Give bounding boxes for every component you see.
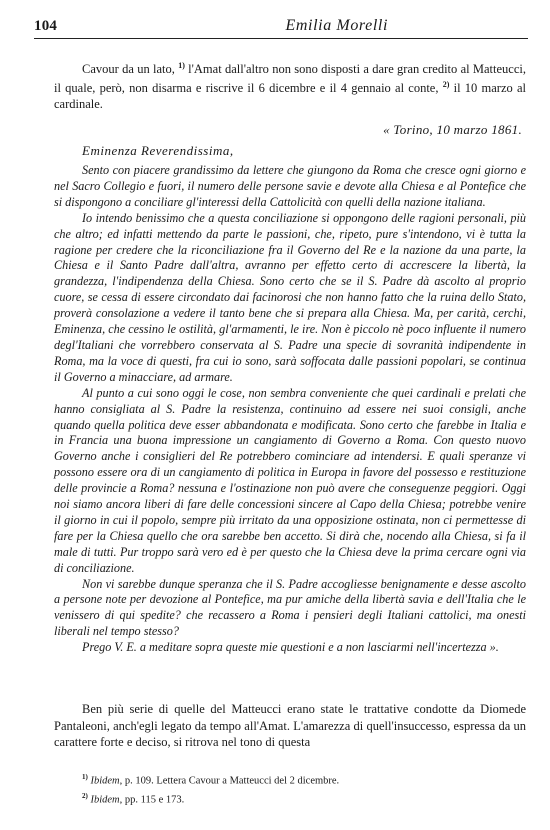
intro-paragraph (54, 58, 526, 112)
closing-paragraph: Ben più serie di quelle del Matteucci erano state le trattative condotte da Diomede Pantaleoni, anch'egli legato da tempo all'Amat. L'amarezza di quell'insuccesso, espressa da un carattere forte e deciso, si ritrova nel tono di questa (54, 702, 526, 749)
letter-paragraph: Prego V. E. a meditare sopra queste mie questioni e a non lasciarmi nell'incertezza ». (82, 640, 499, 655)
letter-dateline: « Torino, 10 marzo 1861. (383, 122, 522, 137)
letter-paragraph: Non vi sarebbe dunque speranza che il S. Padre accogliesse benignamente e desse ascolto a persone note per devozione al Pontefice, ma pur amiche della libertà savia e dell'Italia che le venissero di qui spedite? che recassero a Roma i pensieri degli Italiani cattolici, ma onesti liberali nel tempo stesso? (54, 576, 526, 639)
footnote-number: 1) (82, 773, 88, 781)
footnote (82, 789, 339, 808)
intro-text: l'Amat dall'altro non sono disposti a dare gran credito al Matteucci, il quale, però, non disarma e riscrive il 6 dicembre e il 4 gennaio al conte, (54, 62, 526, 96)
footnote-ref: Ibidem (90, 775, 120, 787)
intro-text: Cavour da un lato, (82, 62, 179, 77)
running-head: Emilia Morelli (285, 17, 388, 34)
intro-text: il 10 marzo al cardinale. (54, 81, 526, 112)
footnotes (82, 770, 339, 807)
footnote-text: , pp. 115 e 173. (119, 794, 185, 805)
footnote-ref: Ibidem (90, 794, 120, 805)
footnote-number: 2) (82, 791, 88, 800)
footnote-marker: 1) (178, 61, 185, 70)
letter-body (54, 163, 526, 656)
letter-paragraph: Io intendo benissimo che a questa conciliazione si oppongono delle ragioni personali, più che altro; ed infatti mettendo da parte le passioni, che, ripeto, pure s'intendono, vi è tutta la ragione per credere che la riconciliazione fra il Governo del Re e la nazione da una parte, la Chiesa e il Santo Padre dall'altra, avranno per effetto certo di accrescere la libertà, la grandezza, l'indipendenza della Chiesa. Sono certo che se il S. Padre dà ascolto al proprio cuore, se cessa di essere circondato dai facinorosi che non hanno fatto che la ruina dello Stato, proverà consolazione a vedere il tanto bene che si prepara alla Chiesa. Ma, per carità, cerchi, Eminenza, che cessino le ostilità, gl'armamenti, le ire. Non è piccolo nè poco influente il numero degl'Italiani che vorrebbero conservata al S. Padre una specie di sovranità indipendente in Roma, ma la voce di questi, fra cui io sono, sarà soffocata dalle passioni popolari, se continua il Governo a minacciare, ad armare. (54, 210, 526, 384)
page-number: 104 (34, 18, 58, 34)
letter-paragraph: Al punto a cui sono oggi le cose, non sembra conveniente che quei cardinali e prelati che hanno consigliata al S. Padre la resistenza, continuino ad essere nei suoi consigli, anche quando quella politica deve esser abbandonata e modificata. Sono certo che farebbe in Italia e in Francia una buona impressione un cangiamento di Governo a Roma. Con questo nuovo Governo anche i consiglieri del Re potrebbero cominciare ad intendersi. E quali speranze vi possono essere ora di un cangiamento di politica in Europa in favore del possesso e restituzione delle provincie a Roma? nessuna e l'ostinazione non può avere che conseguenze peggiori. Oggi noi siamo ancora liberi di fare delle concessioni sincere al Capo della Chiesa; potrebbe venire il giorno in cui il popolo, sempre più irritato da una opposizione ostinata, non ci permettesse di fare per la Chiesa quello che ora sarebbe ben accetto. Si dirà che, nocendo alla Chiesa, si fa il male di tutti. Pur troppo sarà vero ed è per questo che la Chiesa deve la prima cercare ogni via di conciliazione. (54, 385, 526, 575)
footnote-text: , p. 109. Lettera Cavour a Matteucci del 2 dicembre. (119, 775, 340, 787)
letter-salutation: Eminenza Reverendissima, (82, 143, 234, 158)
footnote (82, 770, 339, 789)
letter-paragraph: Sento con piacere grandissimo da lettere che giungono da Roma che cresce ogni giorno e nel Sacro Collegio e fuori, il numero delle persone savie e devote alla Chiesa e al Pontefice che si dispongono a conciliare gl'interessi della Cattolicità con quelli della nazione italiana. (54, 163, 526, 209)
page-header (34, 14, 528, 39)
footnote-marker: 2) (442, 80, 450, 90)
